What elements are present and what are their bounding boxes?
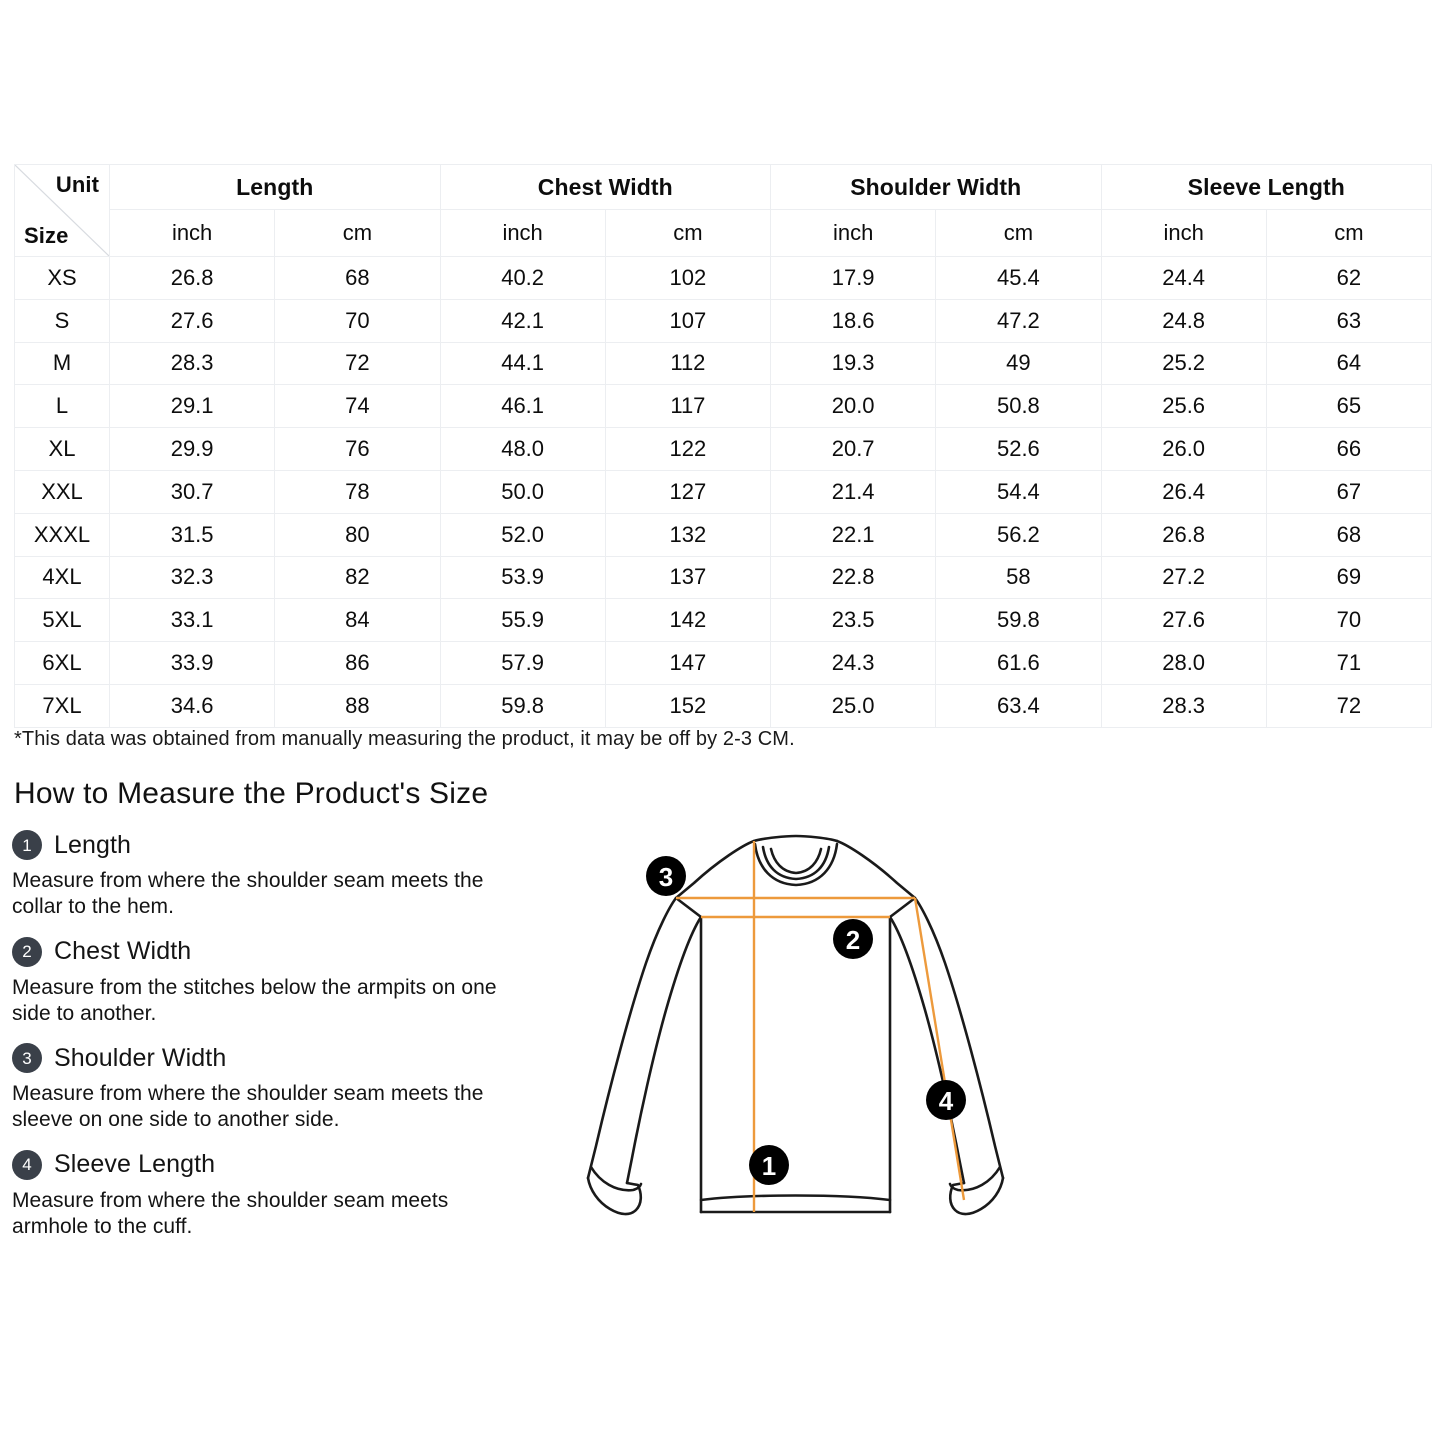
cell-length-inch: 27.6 [110, 299, 275, 342]
table-body [15, 257, 1432, 728]
diagram-marker-3 [646, 856, 686, 896]
unit-header-row [15, 210, 1432, 257]
cell-chest-cm: 142 [605, 599, 770, 642]
group-header-length: Length [110, 165, 441, 210]
cell-sleeve-cm: 64 [1266, 342, 1431, 385]
cell-shoulder-cm: 63.4 [936, 684, 1101, 727]
step-title: Chest Width [54, 937, 192, 965]
cell-sleeve-inch: 25.6 [1101, 385, 1266, 428]
cell-length-inch: 29.9 [110, 428, 275, 471]
sleeve-length-measure-line [915, 898, 964, 1200]
step-title: Sleeve Length [54, 1150, 216, 1178]
diagram-marker-3-label: 3 [658, 862, 674, 892]
unit-header-shoulder-inch: inch [771, 210, 936, 257]
cell-length-cm: 74 [275, 385, 440, 428]
table-row [15, 342, 1432, 385]
cell-shoulder-cm: 49 [936, 342, 1101, 385]
cell-chest-inch: 59.8 [440, 684, 605, 727]
cell-shoulder-inch: 17.9 [771, 257, 936, 300]
cell-chest-cm: 127 [605, 470, 770, 513]
cell-shoulder-cm: 61.6 [936, 642, 1101, 685]
cell-chest-inch: 46.1 [440, 385, 605, 428]
measurement-step-shoulder-width [12, 1043, 522, 1134]
cell-shoulder-inch: 20.0 [771, 385, 936, 428]
unit-header-shoulder-cm: cm [936, 210, 1101, 257]
unit-header-sleeve-inch: inch [1101, 210, 1266, 257]
cell-chest-cm: 102 [605, 257, 770, 300]
diagram-marker-4-label: 4 [938, 1086, 954, 1116]
size-chart-table-container [14, 164, 1431, 728]
cell-length-cm: 82 [275, 556, 440, 599]
cell-sleeve-cm: 65 [1266, 385, 1431, 428]
cell-length-cm: 78 [275, 470, 440, 513]
cell-shoulder-inch: 22.1 [771, 513, 936, 556]
cell-shoulder-inch: 21.4 [771, 470, 936, 513]
step-number-badge: 2 [12, 937, 42, 967]
group-header-shoulder-width: Shoulder Width [771, 165, 1102, 210]
step-header [12, 1043, 522, 1073]
cell-shoulder-inch: 23.5 [771, 599, 936, 642]
cell-sleeve-cm: 62 [1266, 257, 1431, 300]
size-label-cell: XL [15, 428, 110, 471]
table-row [15, 599, 1432, 642]
step-header [12, 937, 522, 967]
cell-shoulder-inch: 18.6 [771, 299, 936, 342]
size-label-cell: XXXL [15, 513, 110, 556]
cell-chest-cm: 132 [605, 513, 770, 556]
table-row [15, 385, 1432, 428]
cell-sleeve-cm: 69 [1266, 556, 1431, 599]
garment-outline [588, 836, 1003, 1214]
cell-length-cm: 80 [275, 513, 440, 556]
cell-sleeve-inch: 24.8 [1101, 299, 1266, 342]
cell-shoulder-cm: 59.8 [936, 599, 1101, 642]
unit-header-sleeve-cm: cm [1266, 210, 1431, 257]
cell-length-cm: 86 [275, 642, 440, 685]
cell-chest-cm: 107 [605, 299, 770, 342]
cell-shoulder-cm: 58 [936, 556, 1101, 599]
step-description: Measure from where the shoulder seam meets armhole to the cuff. [12, 1188, 449, 1238]
cell-sleeve-cm: 70 [1266, 599, 1431, 642]
cell-shoulder-inch: 19.3 [771, 342, 936, 385]
unit-header-chest-cm: cm [605, 210, 770, 257]
cell-length-cm: 76 [275, 428, 440, 471]
measurement-steps-list [12, 830, 522, 1256]
table-row [15, 257, 1432, 300]
measurement-step-sleeve-length [12, 1150, 522, 1241]
diagram-marker-2-label: 2 [845, 925, 861, 955]
cell-sleeve-inch: 24.4 [1101, 257, 1266, 300]
garment-measurement-diagram [558, 828, 1033, 1273]
cell-chest-inch: 55.9 [440, 599, 605, 642]
cell-chest-cm: 117 [605, 385, 770, 428]
table-row [15, 556, 1432, 599]
step-title: Shoulder Width [54, 1043, 227, 1072]
cell-chest-inch: 42.1 [440, 299, 605, 342]
cell-shoulder-inch: 25.0 [771, 684, 936, 727]
unit-size-corner-cell [15, 165, 110, 257]
cell-sleeve-inch: 28.0 [1101, 642, 1266, 685]
cell-length-cm: 72 [275, 342, 440, 385]
cell-sleeve-inch: 26.0 [1101, 428, 1266, 471]
diagram-marker-1 [749, 1145, 789, 1185]
cell-shoulder-inch: 24.3 [771, 642, 936, 685]
step-description: Measure from where the shoulder seam meets the sleeve on one side to another side. [12, 1082, 484, 1132]
table-row [15, 428, 1432, 471]
how-to-measure-title: How to Measure the Product's Size [14, 777, 489, 810]
cell-chest-cm: 122 [605, 428, 770, 471]
cell-length-inch: 30.7 [110, 470, 275, 513]
size-chart-table [14, 164, 1432, 728]
measurement-step-length [12, 830, 522, 921]
cell-length-inch: 26.8 [110, 257, 275, 300]
unit-header-length-cm: cm [275, 210, 440, 257]
table-row [15, 513, 1432, 556]
cell-chest-cm: 147 [605, 642, 770, 685]
cell-chest-cm: 112 [605, 342, 770, 385]
cell-shoulder-cm: 50.8 [936, 385, 1101, 428]
diagram-markers [646, 856, 966, 1185]
step-header [12, 830, 522, 860]
group-header-chest-width: Chest Width [440, 165, 771, 210]
cell-sleeve-inch: 26.8 [1101, 513, 1266, 556]
cell-shoulder-cm: 56.2 [936, 513, 1101, 556]
cell-sleeve-inch: 27.6 [1101, 599, 1266, 642]
cell-length-cm: 88 [275, 684, 440, 727]
cell-shoulder-inch: 22.8 [771, 556, 936, 599]
cell-length-inch: 31.5 [110, 513, 275, 556]
cell-length-inch: 32.3 [110, 556, 275, 599]
cell-sleeve-cm: 68 [1266, 513, 1431, 556]
cell-shoulder-cm: 54.4 [936, 470, 1101, 513]
cell-sleeve-inch: 26.4 [1101, 470, 1266, 513]
table-row [15, 642, 1432, 685]
step-title: Length [54, 830, 132, 859]
unit-header-length-inch: inch [110, 210, 275, 257]
diagram-marker-1-label: 1 [761, 1151, 777, 1181]
table-row [15, 470, 1432, 513]
cell-shoulder-cm: 47.2 [936, 299, 1101, 342]
cell-chest-inch: 52.0 [440, 513, 605, 556]
table-row [15, 684, 1432, 727]
diagram-marker-4 [926, 1080, 966, 1120]
cell-length-cm: 70 [275, 299, 440, 342]
step-description: Measure from where the shoulder seam meets the collar to the hem. [12, 869, 484, 919]
diagram-marker-2 [833, 919, 873, 959]
size-label-cell: 6XL [15, 642, 110, 685]
cell-sleeve-inch: 27.2 [1101, 556, 1266, 599]
table-row [15, 299, 1432, 342]
unit-header-chest-inch: inch [440, 210, 605, 257]
size-label-cell: L [15, 385, 110, 428]
cell-chest-inch: 53.9 [440, 556, 605, 599]
measurement-disclaimer: *This data was obtained from manually measuring the product, it may be off by 2-3 CM. [14, 728, 795, 750]
cell-sleeve-cm: 63 [1266, 299, 1431, 342]
size-label-cell: M [15, 342, 110, 385]
size-header-label: Size [24, 223, 69, 248]
cell-chest-inch: 50.0 [440, 470, 605, 513]
size-label-cell: S [15, 299, 110, 342]
measurement-group-row [15, 165, 1432, 210]
step-number-badge: 3 [12, 1043, 42, 1073]
cell-sleeve-cm: 71 [1266, 642, 1431, 685]
cell-chest-inch: 57.9 [440, 642, 605, 685]
cell-chest-cm: 152 [605, 684, 770, 727]
step-header [12, 1150, 522, 1180]
unit-header-label: Unit [55, 172, 99, 197]
size-label-cell: 4XL [15, 556, 110, 599]
cell-chest-inch: 44.1 [440, 342, 605, 385]
cell-shoulder-cm: 45.4 [936, 257, 1101, 300]
cell-shoulder-cm: 52.6 [936, 428, 1101, 471]
size-label-cell: 7XL [15, 684, 110, 727]
size-label-cell: XXL [15, 470, 110, 513]
size-label-cell: XS [15, 257, 110, 300]
cell-sleeve-cm: 67 [1266, 470, 1431, 513]
cell-chest-cm: 137 [605, 556, 770, 599]
step-description: Measure from the stitches below the armpits on one side to another. [12, 975, 497, 1025]
step-number-badge: 1 [12, 830, 42, 860]
cell-shoulder-inch: 20.7 [771, 428, 936, 471]
cell-length-inch: 33.9 [110, 642, 275, 685]
size-label-cell: 5XL [15, 599, 110, 642]
step-number-badge: 4 [12, 1150, 42, 1180]
cell-sleeve-cm: 66 [1266, 428, 1431, 471]
cell-length-inch: 28.3 [110, 342, 275, 385]
group-header-sleeve-length: Sleeve Length [1101, 165, 1432, 210]
cell-length-cm: 68 [275, 257, 440, 300]
cell-length-inch: 34.6 [110, 684, 275, 727]
cell-chest-inch: 48.0 [440, 428, 605, 471]
measurement-lines [676, 841, 964, 1212]
cell-sleeve-inch: 25.2 [1101, 342, 1266, 385]
measurement-step-chest-width [12, 937, 522, 1028]
long-sleeve-shirt-illustration [558, 828, 1033, 1273]
cell-length-inch: 33.1 [110, 599, 275, 642]
cell-length-inch: 29.1 [110, 385, 275, 428]
cell-sleeve-inch: 28.3 [1101, 684, 1266, 727]
cell-chest-inch: 40.2 [440, 257, 605, 300]
table-header [15, 165, 1432, 257]
cell-sleeve-cm: 72 [1266, 684, 1431, 727]
cell-length-cm: 84 [275, 599, 440, 642]
